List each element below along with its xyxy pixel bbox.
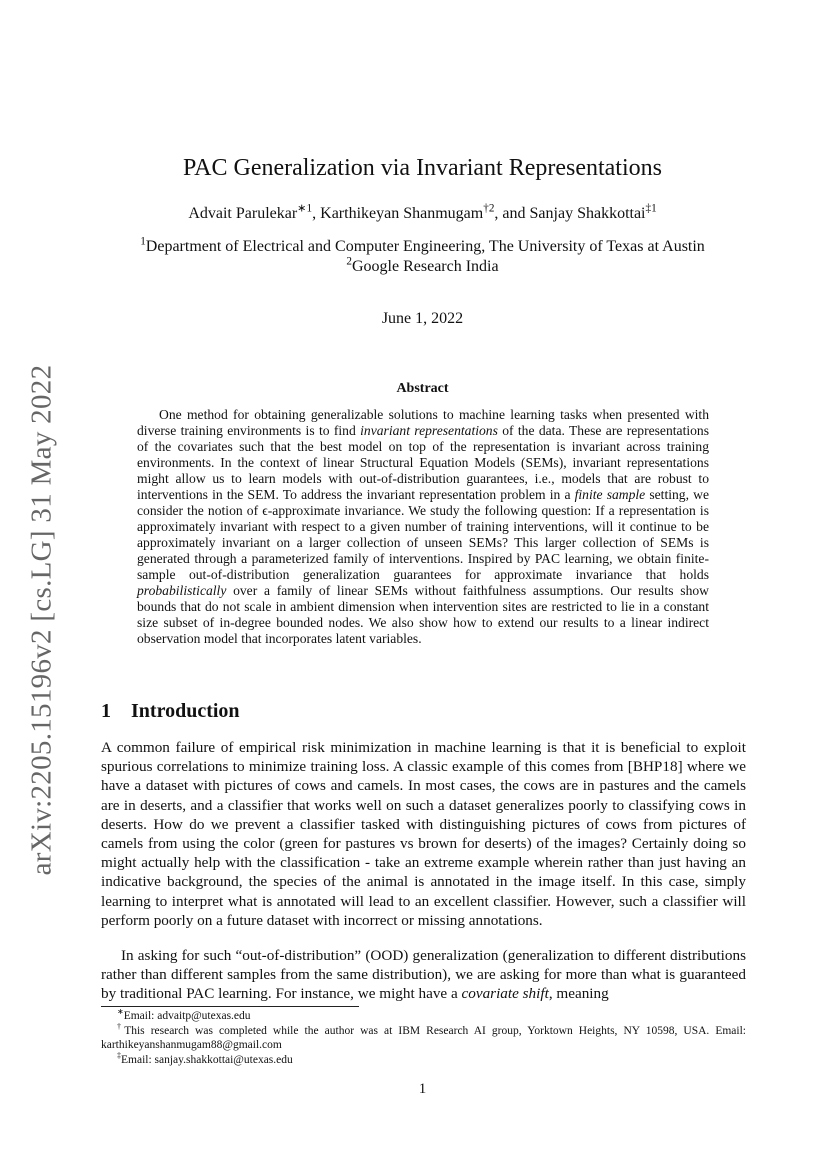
page-number: 1 (418, 1081, 427, 1097)
paper-date: June 1, 2022 (381, 310, 464, 327)
abstract-text: over a family of linear SEMs without faithfulness assumptions. Our results show bounds that do not scale in ambient dimension when intervention sites are restricted to lie in a constant size subset of in-degree bounded nodes. We also show how to extend our results to a linear indirect observation model that incorporates latent variables. (137, 583, 709, 646)
footnote-mark: ‡ (117, 1050, 121, 1060)
affiliation-mark: 1 (140, 235, 146, 248)
footnote (101, 1009, 746, 1024)
footnote-mark: † (117, 1021, 125, 1031)
abstract-text: One method for obtaining generalizable solutions to machine learning tasks when presented with diverse training environments is to find (137, 407, 709, 438)
intro-paragraph-1: A common failure of empirical risk minimization in machine learning is that it is beneficial to exploit spurious correlations to minimize training loss. A classic example of this comes from [BHP18] where we have a dataset with pictures of cows and camels. In most cases, the cows are in pastures and the camels are in deserts, and a classifier that works well on such a dataset generalizes poorly to classifying cows in deserts. How do we prevent a classifier tasked with distinguishing pictures of cows from pictures of camels from using the color (green for pastures vs brown for deserts) of the images? Certainly doing so might actually help with the classification - take an extreme example wherein rather than just having an indicative background, the species of the animal is annotated in the image itself. In this case, simply learning to interpret what is annotated will lead to an excellent classifier. However, such a classifier will perform poorly on a future dataset with incorrect or missing annotations. (101, 739, 746, 929)
affiliation-text: Google Research India (351, 258, 499, 275)
author-mark: †2 (483, 202, 495, 215)
affiliation-line (100, 257, 745, 277)
abstract-emphasis: probabilistically (137, 583, 227, 598)
footnote (101, 1050, 746, 1068)
section-heading-introduction (101, 699, 240, 723)
author-name: Advait Parulekar (188, 205, 298, 222)
footnote (101, 1021, 746, 1053)
affiliation-line (100, 237, 745, 257)
affiliation-text: Department of Electrical and Computer Engineering, The University of Texas at Austin (145, 238, 705, 255)
footnote-mark: ∗ (117, 1007, 124, 1017)
abstract-text: of the data. These are representations of the covariates such that the best model on top of the representation is invariant across training environments. In the context of linear Structural Equation Models (SEMs), invariant representations might allow us to learn models with out-of-distribution guarantees, i.e., models that are robust to interventions in the SEM. To address the invariant representation problem in a (137, 423, 710, 502)
abstract-emphasis: invariant representations (360, 423, 498, 438)
affiliations (100, 237, 745, 277)
section-title: Introduction (131, 700, 240, 722)
intro-paragraph-2 (101, 946, 746, 1004)
section-number: 1 (101, 700, 111, 722)
abstract-emphasis: finite sample (574, 487, 646, 502)
paragraph-emphasis: covariate shift (461, 985, 549, 1003)
author-separator: , and (494, 205, 530, 222)
paragraph-text: In asking for such “out-of-distribution” (OOD) generalization (generalization to different distributions rather than different samples from the same distribution), we are asking for more than what is guaranteed by traditional PAC learning. For instance, we might have a (101, 947, 746, 1003)
footnote-text[interactable]: Email: advaitp@utexas.edu (123, 1010, 251, 1022)
arxiv-identifier[interactable]: arXiv:2205.15196v2 [cs.LG] 31 May 2022 (25, 364, 58, 876)
author-mark: ∗1 (297, 202, 313, 215)
abstract-text: setting, we consider the notion of ϵ-approximate invariance. We study the following question: If a representation is approximately invariant with respect to a given number of training interventions, will it continue to be approximately invariant on a larger collection of unseen SEMs? This larger collection of SEMs is generated through a parameterized family of interventions. Inspired by PAC learning, we obtain finite-sample out-of-distribution generalization guarantees for approximate invariance that holds (137, 487, 709, 582)
abstract-heading: Abstract (396, 381, 449, 396)
author-mark: ‡1 (645, 202, 657, 215)
paper-title: PAC Generalization via Invariant Representations (183, 155, 662, 181)
footnotes (101, 1009, 746, 1067)
footnote-divider (101, 1006, 359, 1007)
abstract-body (137, 407, 709, 647)
paragraph-text: , meaning (548, 985, 609, 1003)
author-list (100, 204, 745, 224)
footnote-text[interactable]: Email: sanjay.shakkottai@utexas.edu (121, 1053, 293, 1066)
author-name: Karthikeyan Shanmugam (320, 205, 484, 222)
author-separator: , (312, 205, 321, 222)
author-name: Sanjay Shakkottai (529, 205, 646, 222)
footnote-text[interactable]: This research was completed while the author was at IBM Research AI group, Yorktown Heights, NY 10598, USA. Email: karthikeyanshanmugam88@gmail.com (101, 1024, 746, 1051)
affiliation-mark: 2 (346, 255, 352, 268)
